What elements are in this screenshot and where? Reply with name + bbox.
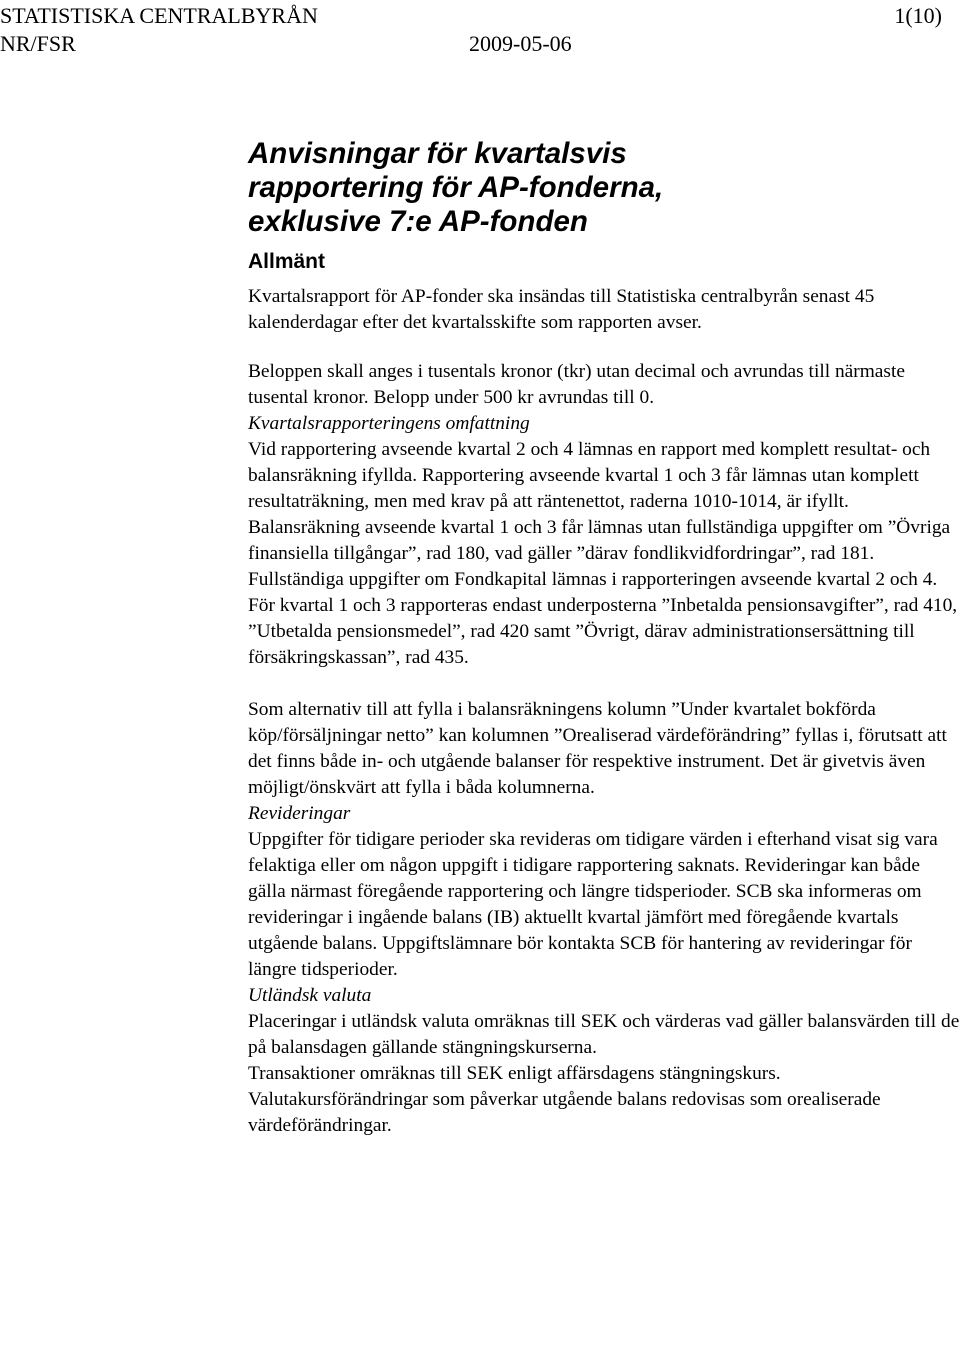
foreign-currency-paragraph-1: Placeringar i utländsk valuta omräknas till SEK och värderas vad gäller balansvärden till de på balansdagen gällande stängningskurserna.: [248, 1011, 960, 1058]
foreign-currency-paragraph-3: Valutakursförändringar som påverkar utgående balans redovisas som orealiserade värdeförändringar.: [248, 1089, 881, 1136]
document-title: Anvisningar för kvartalsvis rapportering för AP-fonderna, exklusive 7:e AP-fonden: [248, 137, 664, 238]
section-heading-foreign-currency: Utländsk valuta: [248, 985, 372, 1006]
revisions-paragraph: Uppgifter för tidigare perioder ska revideras om tidigare värden i efterhand visat sig vara felaktiga eller om någon uppgift i tidigare rapportering saknats. Revideringar kan både gälla närmast föregående rapportering och längre tidsperioder. SCB ska informeras om revideringar i ingående balans (IB) aktuellt kvartal jämfört med föregående kvartals utgående balans. Uppgiftslämnare bör kontakta SCB för hantering av revideringar för längre tidsperioder.: [248, 829, 938, 980]
general-paragraph-1: Kvartalsrapport för AP-fonder ska insändas till Statistiska centralbyrån senast 45 kalenderdagar efter det kvartalsskifte som rapporten avser.: [248, 286, 875, 333]
general-paragraph-2: Beloppen skall anges i tusentals kronor (tkr) utan decimal och avrundas till närmaste tusental kronor. Belopp under 500 kr avrundas till 0.: [248, 361, 905, 408]
alternative-paragraph: Som alternativ till att fylla i balansräkningens kolumn ”Under kvartalet bokförda köp/försäljningar netto” kan kolumnen ”Orealiserad värdeförändring” fyllas i, förutsatt att det finns både in- och utgående balanser för respektive instrument. Det är givetvis även möjligt/önskvärt att fylla i båda kolumnerna.: [248, 699, 947, 798]
page-number: 1(10): [894, 3, 942, 28]
scope-paragraph-3: Fullständiga uppgifter om Fondkapital lämnas i rapporteringen avseende kvartal 2 och 4. För kvartal 1 och 3 rapporteras endast underposterna ”Inbetalda pensionsavgifter”, rad 410, ”Utbetalda pensionsmedel”, rad 420 samt ”Övrigt, därav administrationsersättning till försäkringskassan”, rad 435.: [248, 569, 958, 668]
foreign-currency-paragraph-2: Transaktioner omräknas till SEK enligt affärsdagens stängningskurs.: [248, 1063, 781, 1084]
section-heading-revisions: Revideringar: [248, 803, 351, 824]
section-heading-scope: Kvartalsrapporteringens omfattning: [248, 413, 530, 434]
section-heading-general: Allmänt: [248, 250, 326, 273]
document-body: [248, 137, 960, 1139]
reference-code: NR/FSR: [0, 31, 76, 56]
organization-name: STATISTISKA CENTRALBYRÅN: [0, 3, 318, 28]
scope-paragraph-1: Vid rapportering avseende kvartal 2 och 4 lämnas en rapport med komplett resultat- och balansräkning ifyllda. Rapportering avseende kvartal 1 och 3 får lämnas utan komplett resultaträkning, men med krav på att räntenettot, raderna 1010-1014, är ifyllt.: [248, 439, 931, 512]
document-date: 2009-05-06: [469, 31, 572, 56]
scope-paragraph-2: Balansräkning avseende kvartal 1 och 3 får lämnas utan fullständiga uppgifter om ”Övriga finansiella tillgångar”, rad 180, vad gäller ”därav fondlikvidfordringar”, rad 181.: [248, 517, 951, 564]
